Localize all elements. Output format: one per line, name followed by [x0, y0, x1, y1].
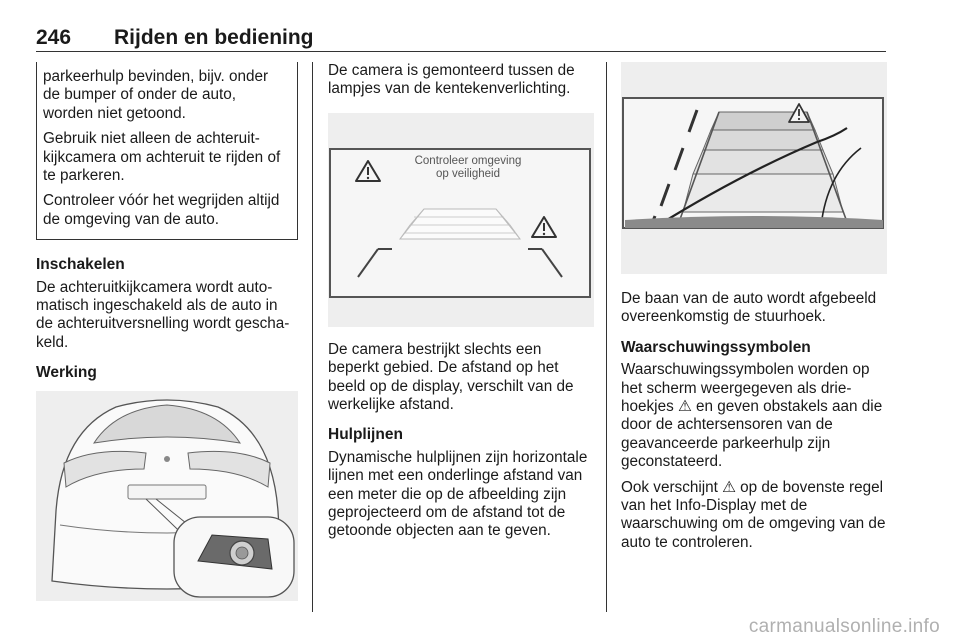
- hulplijnen-heading: Hulplijnen: [328, 426, 403, 444]
- screen-warning-message: [398, 155, 538, 181]
- camera-position-text: De camera is gemonteerd tussen de lampjes van de kentekenverlichting.: [328, 62, 575, 98]
- screen-message-line-2: op veiligheid: [436, 167, 500, 180]
- screen-message-line-1: Controleer omgeving: [414, 154, 522, 167]
- werking-heading: Werking: [36, 364, 97, 382]
- column-3: [621, 62, 887, 564]
- inschakelen-text: De achteruitkijkcamera wordt automatisch ingeschakeld als de auto in de achteruitversnelling wordt geschakeld.: [36, 278, 290, 351]
- inschakelen-section: [36, 256, 298, 382]
- chapter-title: Rijden en bediening: [114, 26, 314, 49]
- car-rear-camera-illustration: [36, 391, 298, 601]
- column-divider-1: [312, 62, 313, 612]
- waarschuwing-heading: Waarschuwingssymbolen: [621, 338, 811, 356]
- waarschuwing-text-2b: op de bovenste regel van het Info-Display met de waarschuwing om de omgeving van de auto te controleren.: [621, 478, 886, 551]
- column-divider-2: [606, 62, 607, 612]
- warning-triangle-icon: ⚠: [677, 398, 692, 416]
- page-header: [36, 24, 886, 52]
- warning-box: [36, 62, 298, 240]
- camera-range-text: De camera bestrijkt slechts een beperkt gebied. De afstand op het beeld op de display, verschilt van de werkelijke afstand.: [328, 340, 574, 414]
- waarschuwing-text-1: [621, 361, 887, 471]
- waarschuwing-text-1a: Waarschuwingssymbolen worden op het scherm weergegeven als driehoekjes: [621, 361, 870, 416]
- trajectory-caption: De baan van de auto wordt afgebeeld overeenkomstig de stuurhoek.: [621, 290, 877, 326]
- hulplijnen-text: Dynamische hulplijnen zijn horizontale lijnen met een onderlinge afstand van een meter die op de afbeelding zijn geprojecteerd om de afstand tot de getoonde objecten aan te geven.: [328, 448, 588, 540]
- page-number: 246: [36, 26, 72, 49]
- column-1: [36, 62, 298, 601]
- warning-text-2: Gebruik niet alleen de achteruitkijkcamera om achteruit te rijden of te parkeren.: [43, 130, 281, 185]
- col2-body: [328, 341, 594, 541]
- warning-triangle-icon: ⚠: [722, 478, 736, 496]
- waarschuwing-text-2: [621, 479, 887, 553]
- watermark: carmanualsonline.info: [748, 616, 940, 637]
- warning-text-1: parkeerhulp bevinden, bijv. onder de bumper of onder de auto, worden niet getoond.: [43, 68, 269, 122]
- waarschuwing-text-1b: en geven obstakels aan die door de achtersensoren van de geavanceerde parkeerhulp zijn geconstateerd.: [621, 398, 883, 471]
- column-2: [328, 62, 594, 553]
- col3-body: [621, 290, 887, 552]
- waarschuwing-text-2a: Ook verschijnt: [621, 478, 723, 496]
- trajectory-illustration: [621, 62, 887, 274]
- warning-text-3: Controleer vóór het wegrijden altijd de omgeving van de auto.: [43, 192, 280, 228]
- inschakelen-heading: Inschakelen: [36, 256, 125, 274]
- display-warning-illustration: [328, 113, 594, 327]
